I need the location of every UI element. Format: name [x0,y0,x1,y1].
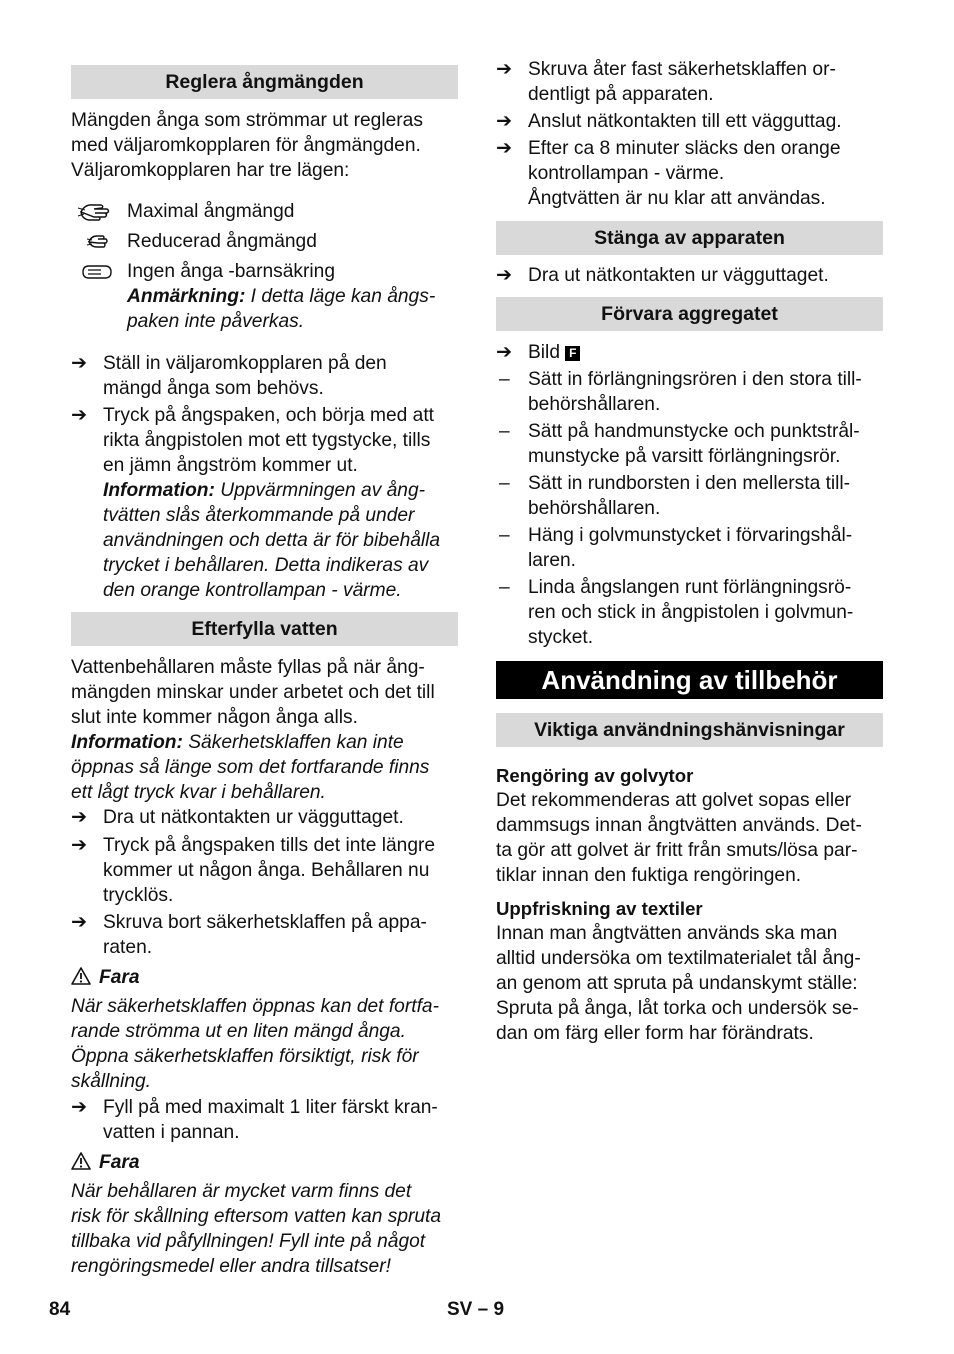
arrow-icon: ➔ [71,353,88,374]
text-line: alltid undersöka om textilmaterialet tål ång- [496,948,861,969]
page-number: 84 [49,1299,71,1320]
step-item [71,1095,458,1145]
subsection-title: Rengöring av golvytor [496,765,694,786]
text-line: mängden minskar under arbetet och det till [71,682,435,703]
info-text: trycket i behållaren. Detta indikeras av [103,555,429,576]
text-line: Sätt på handmunstycke och punktstrål- [528,421,860,442]
info-text: tvätten slås återkommande på under [103,505,415,526]
warning-block [71,965,458,1094]
text-line: dentligt på apparaten. [528,84,714,105]
text-line: Sätt in rundborsten i den mellersta till- [528,473,851,494]
text-line: Mängden ånga som strömmar ut regleras [71,110,423,131]
efterfylla-intro [71,655,458,805]
text-line: rande strömma ut en liten mängd ånga. [71,1021,406,1042]
text-line: Fyll på med maximalt 1 liter färskt kran- [103,1097,438,1118]
note-text: paken inte påverkas. [127,311,305,332]
text-line: Efter ca 8 minuter släcks den orange [528,138,841,159]
arrow-icon: ➔ [496,342,513,363]
list-item [496,471,883,521]
text-line: raten. [103,937,153,958]
step-item [496,109,883,134]
setting-none-label: Ingen ånga -barnsäkring [127,261,336,282]
arrow-icon: ➔ [71,912,88,933]
step-item [71,351,458,401]
section-heading-reglera: Reglera ångmängden [71,65,458,99]
reduced-steam-icon [77,231,117,253]
text-line: slut inte kommer någon ånga alls. [71,707,358,728]
reglera-intro [71,108,458,183]
note-label: Anmärkning: [127,286,246,307]
section-page-label: SV – 9 [447,1299,505,1320]
text-line: Tryck på ångspaken tills det inte längre [103,835,436,856]
warning-text [71,1179,458,1279]
dash-bullet: – [499,577,510,598]
text-line: en jämn ångström kommer ut. [103,455,358,476]
text-line: stycket. [528,627,594,648]
warning-block [71,1150,458,1279]
text-line: När säkerhetsklaffen öppnas kan det fortfa- [71,996,439,1017]
note-text: I detta läge kan ångs- [245,286,436,307]
text-line: Dra ut nätkontakten ur vägguttaget. [528,265,829,286]
reglera-steps [71,351,458,603]
text-line: trycklös. [103,885,174,906]
setting-reduced-label: Reducerad ångmängd [127,231,317,252]
paragraph [496,921,883,1046]
info-text: ett lågt tryck kvar i behållaren. [71,782,326,803]
steam-settings-list [71,199,458,334]
warning-heading [71,1150,458,1175]
step-item [71,910,458,960]
step-item [71,805,458,830]
arrow-icon: ➔ [496,138,513,159]
info-text: den orange kontrollampan - värme. [103,580,402,601]
max-steam-icon [77,201,117,223]
text-line: ta gör att golvet är fritt från smuts/lösa par- [496,840,858,861]
arrow-icon: ➔ [71,1097,88,1118]
dash-bullet: – [499,369,510,390]
arrow-icon: ➔ [496,265,513,286]
golv-block [496,763,883,888]
arrow-icon: ➔ [496,59,513,80]
warning-label: Fara [99,967,140,988]
arrow-icon: ➔ [71,405,88,426]
efterfylla-steps [71,805,458,960]
warning-icon [71,967,91,985]
text-line: Ångtvätten är nu klar att användas. [528,188,826,209]
section-heading-viktiga: Viktiga användningshänvisningar [496,713,883,747]
dash-bullet: – [499,525,510,546]
text-line: rengöringsmedel eller andra tillsatser! [71,1256,391,1277]
info-text: Säkerhetsklaffen kan inte [182,732,404,753]
text-line: Ställ in väljaromkopplaren på den [103,353,387,374]
text-line: Det rekommenderas att golvet sopas eller [496,790,852,811]
setting-none [71,259,458,334]
subsection-title: Uppfriskning av textiler [496,898,703,919]
text-line: ren och stick in ångpistolen i golvmun- [528,602,854,623]
text-line: Innan man ångtvätten används ska man [496,923,838,944]
text-line: Dra ut nätkontakten ur vägguttaget. [103,807,404,828]
arrow-icon: ➔ [71,807,88,828]
warning-label: Fara [99,1152,140,1173]
info-label: Information: [103,480,215,501]
text-line: Vattenbehållaren måste fyllas på när ång- [71,657,425,678]
text-line: behörshållaren. [528,394,661,415]
warning-icon [71,1152,91,1170]
text-line: tillbaka vid påfyllningen! Fyll inte på något [71,1231,426,1252]
arrow-icon: ➔ [71,835,88,856]
text-line: med väljaromkopplaren för ångmängden. [71,135,421,156]
text-line: munstycke på varsitt förlängningsrör. [528,446,841,467]
text-line: Anslut nätkontakten till ett vägguttag. [528,111,842,132]
text-line: laren. [528,550,576,571]
text-line: rikta ångpistolen mot ett tygstycke, tills [103,430,431,451]
list-item [496,523,883,573]
list-item [496,367,883,417]
text-line: skållning. [71,1071,151,1092]
text-line: Öppna säkerhetsklaffen försiktigt, risk för [71,1046,419,1067]
left-column [71,57,458,1279]
setting-reduced [71,229,458,254]
arrow-icon: ➔ [496,111,513,132]
text-line: risk för skållning eftersom vatten kan spruta [71,1206,442,1227]
textil-block [496,896,883,1046]
text-line: När behållaren är mycket varm finns det [71,1181,412,1202]
step-item [71,833,458,908]
text-line: an genom att spruta på undanskymt ställe: [496,973,858,994]
warning-text [71,994,458,1094]
step-item [496,263,883,288]
text-line: dan om färg eller form har förändrats. [496,1023,814,1044]
text-line: Skruva bort säkerhetsklaffen på appa- [103,912,427,933]
text-line: behörshållaren. [528,498,661,519]
right-top-steps [496,57,883,211]
text-line: tiklar innan den fuktiga rengöringen. [496,865,802,886]
info-text: öppnas så länge som det fortfarande finns [71,757,430,778]
text-line: Häng i golvmunstycket i förvaringshål- [528,525,853,546]
list-item [496,575,883,650]
text-line: mängd ånga som behövs. [103,378,324,399]
text-line: Spruta på ånga, låt torka och undersök se- [496,998,859,1019]
section-heading-stanga: Stänga av apparaten [496,221,883,255]
text-line: vatten i pannan. [103,1122,240,1143]
step-item [496,57,883,107]
figure-reference [496,340,883,365]
info-text: användningen och detta är för bibehålla [103,530,441,551]
text-line: Väljaromkopplaren har tre lägen: [71,160,350,181]
text-line: Tryck på ångspaken, och börja med att [103,405,434,426]
section-heading-efterfylla: Efterfylla vatten [71,612,458,646]
info-text: Uppvärmningen av ång- [214,480,426,501]
right-column [496,57,883,1046]
text-line: kommer ut någon ånga. Behållaren nu [103,860,430,881]
dash-bullet: – [499,473,510,494]
paragraph [496,788,883,888]
text-line: dammsugs innan ångtvätten används. Det- [496,815,862,836]
text-line: Linda ångslangen runt förlängningsrö- [528,577,852,598]
text-line: kontrollampan - värme. [528,163,725,184]
setting-max [71,199,458,224]
text-line: Skruva åter fast säkerhetsklaffen or- [528,59,836,80]
warning-heading [71,965,458,990]
figure-label: Bild [528,342,560,363]
list-item [496,419,883,469]
chapter-heading: Användning av tillbehör [496,661,883,699]
step-item [496,136,883,211]
info-label: Information: [71,732,183,753]
step-item [71,403,458,603]
section-heading-forvara: Förvara aggregatet [496,297,883,331]
text-line: Sätt in förlängningsrören i den stora till- [528,369,862,390]
storage-list [496,367,883,650]
setting-max-label: Maximal ångmängd [127,201,295,222]
dash-bullet: – [499,421,510,442]
figure-f-icon: F [565,346,580,361]
no-steam-child-lock-icon [77,261,117,283]
